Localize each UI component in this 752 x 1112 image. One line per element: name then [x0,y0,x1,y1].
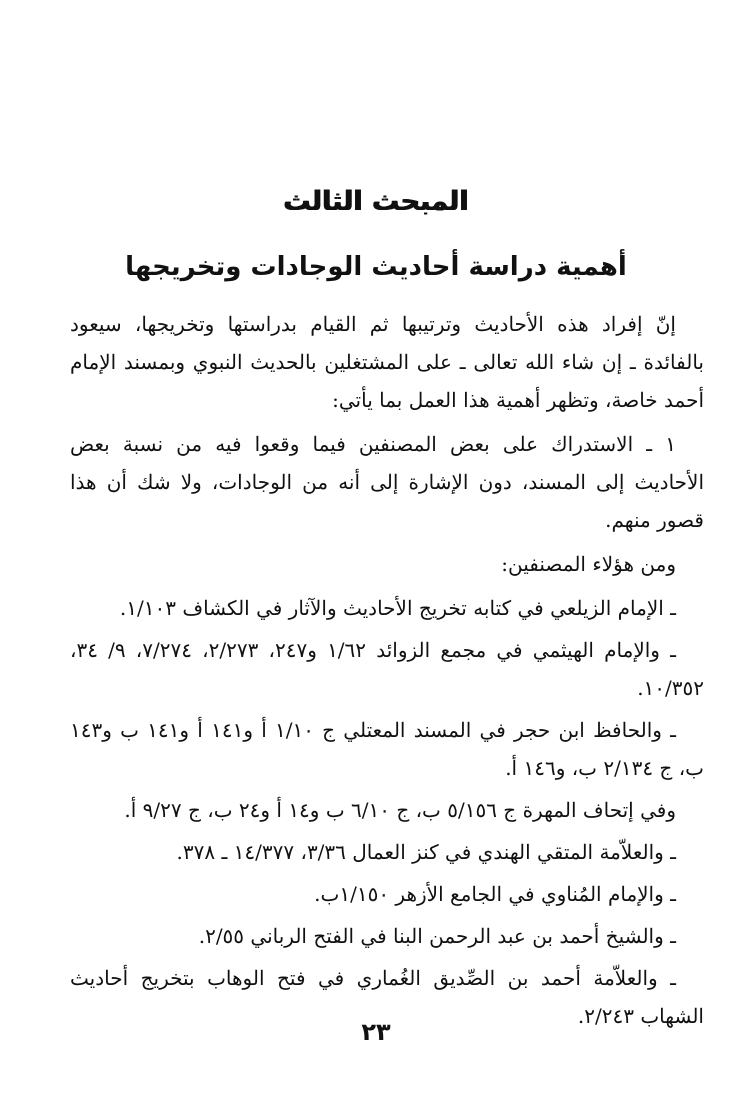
author-item-5: ـ والعلاّمة المتقي الهندي في كنز العمال ٣/٣٦، ١٤/٣٧٧ ـ ٣٧٨. [176,840,676,864]
intro-paragraph: إنّ إفراد هذه الأحاديث وترتيبها ثم القيام بدراستها وتخريجها، سيعود بالفائدة ـ إن شاء الله تعالى ـ على المشتغلين بالحديث النبوي وبمسند الإمام أحمد خاصة، وتظهر أهمية هذا العمل بما يأتي: [70,312,704,412]
author-item-3: ـ والحافظ ابن حجر في المسند المعتلي ج ١/١٠ أ و١٤١ أ و١٤١ ب و١٤٣ ب، ج ٢/١٣٤ ب، و١٤٦ أ. [70,718,704,780]
author-item-7: ـ والشيخ أحمد بن عبد الرحمن البنا في الفتح الرباني ٢/٥٥. [198,924,676,948]
section-heading: المبحث الثالث [283,186,469,217]
page-number: ٢٣ [361,1018,391,1046]
section-subheading: أهمية دراسة أحاديث الوجادات وتخريجها [125,252,627,282]
author-item-8: ـ والعلاّمة أحمد بن الصِّديق الغُماري في فتح الوهاب بتخريج أحاديث الشهاب ٢/٢٤٣. [70,966,704,1028]
point-one-paragraph: ١ ـ الاستدراك على بعض المصنفين فيما وقعوا فيه من نسبة بعض الأحاديث إلى المسند، دون الإشارة إلى أنه من الوجادات، ولا شك أن هذا قصور منهم. [70,432,704,532]
author-item-6: ـ والإمام المُناوي في الجامع الأزهر ١/١٥٠ب. [314,882,676,906]
author-item-4: وفي إتحاف المهرة ج ٥/١٥٦ ب، ج ٦/١٠ ب و١٤ أ و٢٤ ب، ج ٩/٢٧ أ. [124,798,676,822]
author-item-2: ـ والإمام الهيثمي في مجمع الزوائد ١/٦٢ و٢٤٧، ٢/٢٧٣، ٧/٢٧٤، ٩/ ٣٤، ١٠/٣٥٢. [70,638,704,700]
authors-intro: ومن هؤلاء المصنفين: [501,552,676,576]
author-item-1: ـ الإمام الزيلعي في كتابه تخريج الأحاديث والآثار في الكشاف ١/١٠٣. [119,596,676,620]
body-text [70,305,704,1039]
